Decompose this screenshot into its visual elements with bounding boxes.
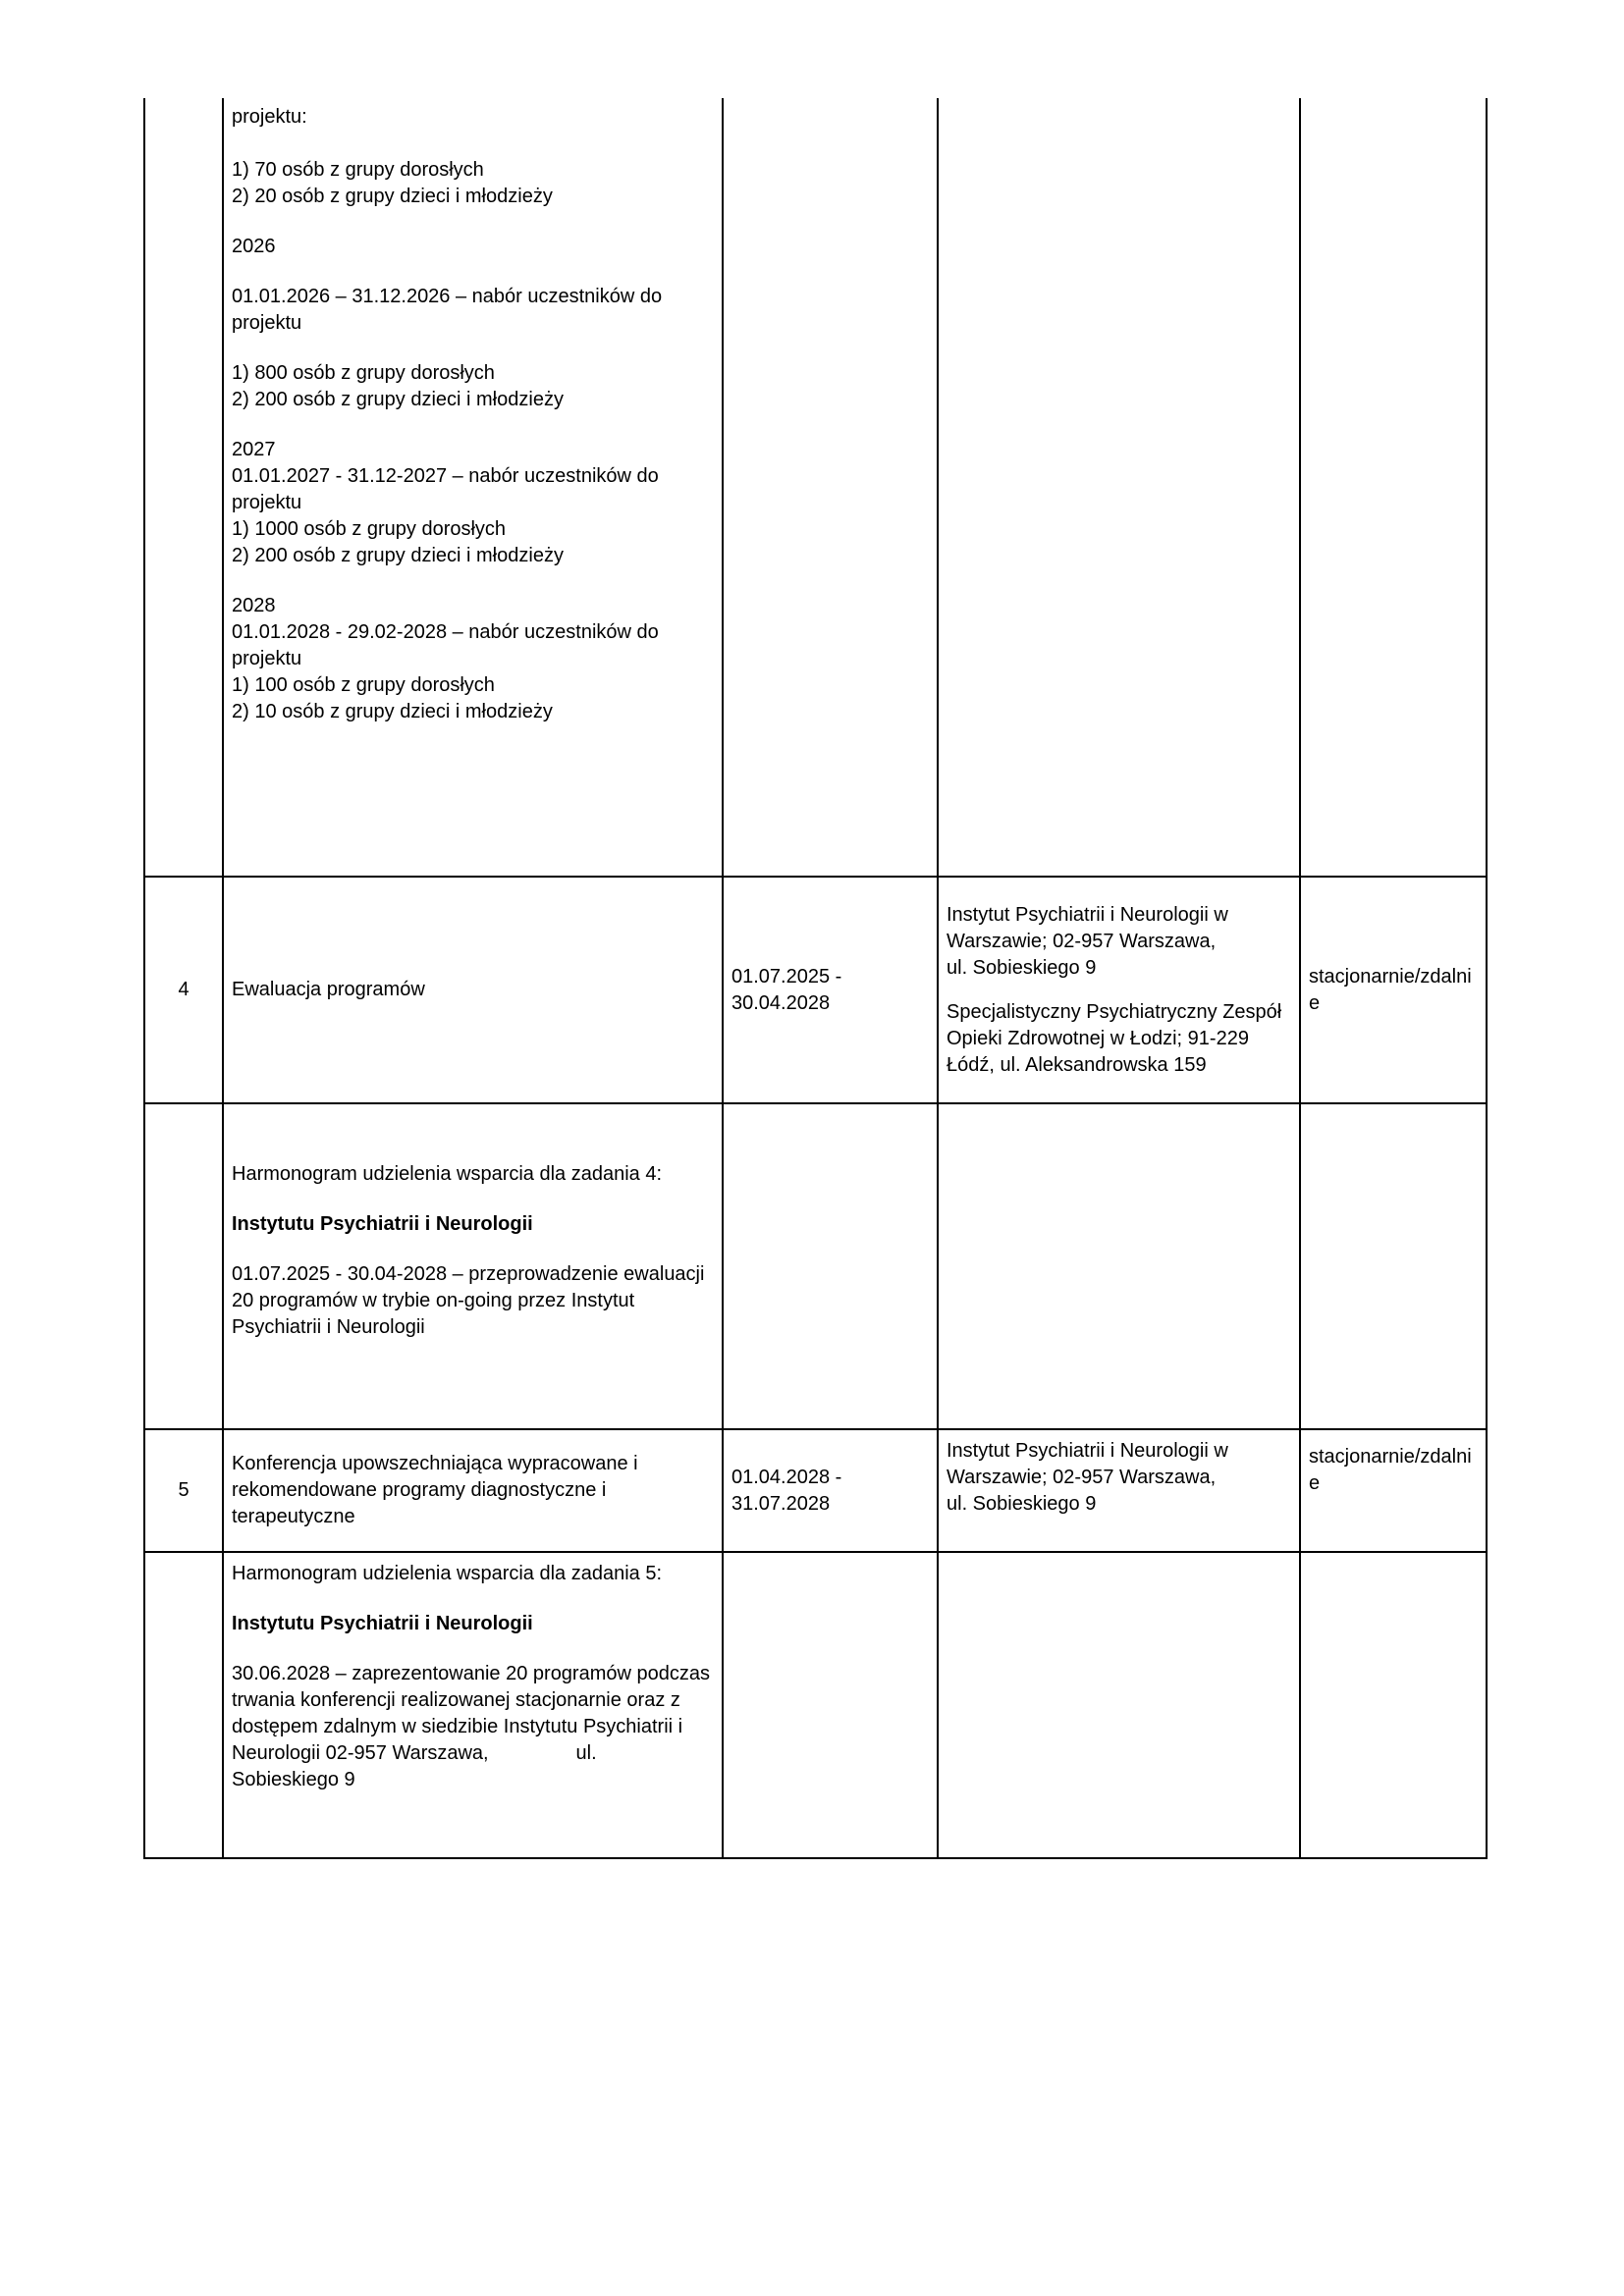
date-start: 01.04.2028 - bbox=[731, 1466, 842, 1488]
cell-number bbox=[144, 1103, 223, 1429]
cell-mode bbox=[1300, 1552, 1487, 1858]
date-start: 01.07.2025 - bbox=[731, 965, 842, 988]
text-line: Sobieskiego 9 bbox=[232, 1769, 355, 1790]
date-end: 30.04.2028 bbox=[731, 991, 831, 1014]
spacer bbox=[232, 1587, 714, 1611]
schedule-heading: Harmonogram udzielenia wsparcia dla zadania 5: bbox=[232, 1563, 663, 1584]
cell-place bbox=[938, 1103, 1300, 1429]
cell-place bbox=[938, 1552, 1300, 1858]
text-line: Warszawie; 02-957 Warszawa, bbox=[947, 1467, 1217, 1488]
spacer bbox=[947, 982, 1291, 999]
text-line: dostępem zdalnym w siedzibie Instytutu Psychiatrii i bbox=[232, 1716, 683, 1737]
cell-recruitment-schedule bbox=[223, 98, 723, 877]
schedule-heading: Harmonogram udzielenia wsparcia dla zadania 4: bbox=[232, 1163, 663, 1185]
text-line: projektu bbox=[232, 648, 302, 669]
date-end: 31.07.2028 bbox=[731, 1492, 831, 1515]
schedule-table bbox=[143, 98, 1488, 1859]
cell-number bbox=[144, 1552, 223, 1858]
spacer bbox=[232, 569, 714, 593]
cell-number: 5 bbox=[144, 1429, 223, 1552]
cell-dates bbox=[723, 1429, 938, 1552]
text-line: 2026 bbox=[232, 236, 276, 257]
schedule-org: Instytutu Psychiatrii i Neurologii bbox=[232, 1213, 533, 1235]
text-line: 2027 bbox=[232, 439, 276, 460]
table-row-continuation bbox=[144, 98, 1487, 877]
spacer bbox=[232, 260, 714, 284]
cell-place bbox=[938, 1429, 1300, 1552]
spacer bbox=[232, 413, 714, 437]
text-line: Konferencja upowszechniająca wypracowane i bbox=[232, 1453, 638, 1474]
table-row-task-5 bbox=[144, 1429, 1487, 1552]
text-line: Opieki Zdrowotnej w Łodzi; 91-229 bbox=[947, 1027, 1249, 1049]
cell-mode bbox=[1300, 1429, 1487, 1552]
text-line: projektu: bbox=[232, 106, 307, 128]
text-line: stacjonarnie/zdalni bbox=[1309, 1446, 1472, 1468]
text-line: 2) 20 osób z grupy dzieci i młodzieży bbox=[232, 186, 553, 207]
cell-mode bbox=[1300, 1103, 1487, 1429]
table-row-schedule-5 bbox=[144, 1552, 1487, 1858]
text-line: Łódź, ul. Aleksandrowska 159 bbox=[947, 1053, 1207, 1076]
text-line: e bbox=[1309, 1472, 1321, 1494]
spacer bbox=[232, 1637, 714, 1661]
text-line: 20 programów w trybie on-going przez Instytut bbox=[232, 1290, 635, 1311]
text-line: 2) 200 osób z grupy dzieci i młodzieży bbox=[232, 545, 564, 566]
schedule-org: Instytutu Psychiatrii i Neurologii bbox=[232, 1613, 533, 1634]
text-line: 1) 800 osób z grupy dorosłych bbox=[232, 362, 495, 384]
text-line: Warszawie; 02-957 Warszawa, bbox=[947, 930, 1217, 952]
document-page bbox=[143, 98, 1486, 1859]
text-line: 2028 bbox=[232, 595, 276, 616]
text-line: rekomendowane programy diagnostyczne i bbox=[232, 1479, 607, 1501]
text-line: 2) 200 osób z grupy dzieci i młodzieży bbox=[232, 389, 564, 410]
text-line: 01.01.2028 - 29.02-2028 – nabór uczestników do bbox=[232, 621, 659, 643]
text-line: trwania konferencji realizowanej stacjonarnie oraz z bbox=[232, 1689, 680, 1711]
text-line: Neurologii 02-957 Warszawa, ul. bbox=[232, 1742, 597, 1764]
cell-dates bbox=[723, 1103, 938, 1429]
text-line: projektu bbox=[232, 492, 302, 513]
text-line: Instytut Psychiatrii i Neurologii w bbox=[947, 1440, 1228, 1462]
text-line: 01.01.2026 – 31.12.2026 – nabór uczestników do bbox=[232, 286, 663, 307]
cell-dates bbox=[723, 98, 938, 877]
spacer bbox=[232, 1188, 714, 1211]
cell-mode bbox=[1300, 98, 1487, 877]
spacer bbox=[232, 210, 714, 234]
cell-schedule bbox=[223, 1552, 723, 1858]
cell-number: 4 bbox=[144, 877, 223, 1103]
text-line: ul. Sobieskiego 9 bbox=[947, 956, 1097, 979]
spacer bbox=[232, 131, 714, 157]
text-line: e bbox=[1309, 991, 1321, 1014]
cell-schedule bbox=[223, 1103, 723, 1429]
table-row-task-4 bbox=[144, 877, 1487, 1103]
cell-number bbox=[144, 98, 223, 877]
spacer bbox=[232, 337, 714, 360]
text-line: 30.06.2028 – zaprezentowanie 20 programów podczas bbox=[232, 1663, 710, 1684]
cell-task: Ewaluacja programów bbox=[223, 877, 723, 1103]
text-line: projektu bbox=[232, 312, 302, 334]
text-line: 1) 1000 osób z grupy dorosłych bbox=[232, 518, 507, 540]
cell-mode bbox=[1300, 877, 1487, 1103]
text-line: Instytut Psychiatrii i Neurologii w bbox=[947, 903, 1228, 926]
cell-task bbox=[223, 1429, 723, 1552]
text-line: stacjonarnie/zdalni bbox=[1309, 965, 1472, 988]
text-line: 1) 100 osób z grupy dorosłych bbox=[232, 674, 495, 696]
table-row-schedule-4 bbox=[144, 1103, 1487, 1429]
text-line: ul. Sobieskiego 9 bbox=[947, 1493, 1097, 1515]
text-line: terapeutyczne bbox=[232, 1506, 355, 1527]
text-line: 2) 10 osób z grupy dzieci i młodzieży bbox=[232, 701, 553, 722]
cell-place bbox=[938, 877, 1300, 1103]
text-line: 1) 70 osób z grupy dorosłych bbox=[232, 159, 484, 181]
text-line: Psychiatrii i Neurologii bbox=[232, 1316, 425, 1338]
text-line: 01.07.2025 - 30.04-2028 – przeprowadzenie ewaluacji bbox=[232, 1263, 705, 1285]
cell-place bbox=[938, 98, 1300, 877]
text-line: Specjalistyczny Psychiatryczny Zespół bbox=[947, 1000, 1282, 1023]
cell-dates bbox=[723, 877, 938, 1103]
cell-dates bbox=[723, 1552, 938, 1858]
text-line: 01.01.2027 - 31.12-2027 – nabór uczestników do bbox=[232, 465, 659, 487]
spacer bbox=[232, 1238, 714, 1261]
